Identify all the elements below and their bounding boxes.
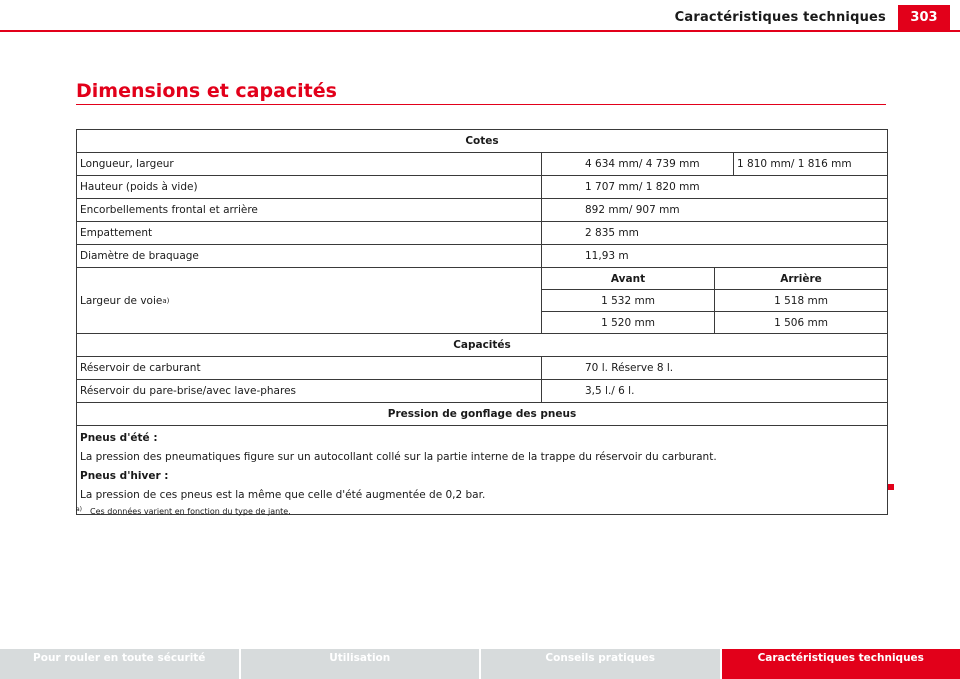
winter-tires-title: Pneus d'hiver : <box>80 470 169 482</box>
row-value: 11,93 m <box>585 250 629 262</box>
front-value: 1 532 mm <box>542 290 715 311</box>
row-label: Réservoir de carburant <box>77 357 542 379</box>
table-row <box>77 380 887 403</box>
row-value: 1 707 mm/ 1 820 mm <box>585 181 700 193</box>
pression-header-row <box>77 403 887 426</box>
rear-value: 1 506 mm <box>774 316 828 329</box>
section-divider <box>76 104 886 105</box>
specifications-table <box>76 129 888 515</box>
row-value: 892 mm/ 907 mm <box>585 204 680 216</box>
summer-tires-title: Pneus d'été : <box>80 432 158 444</box>
footnote-marker: a) <box>76 506 83 513</box>
track-width-row <box>77 268 887 334</box>
row-value: 2 835 mm <box>585 227 639 239</box>
rear-value: 1 518 mm <box>774 294 828 307</box>
tire-pressure-block <box>77 426 887 514</box>
capacites-header-row <box>77 334 887 357</box>
table-row <box>77 245 887 268</box>
footer-nav <box>0 649 960 679</box>
track-width-subtable <box>542 268 887 333</box>
table-row <box>77 199 887 222</box>
table-row <box>542 290 887 312</box>
row-value-secondary: 1 810 mm/ 1 816 mm <box>737 158 852 170</box>
footer-tab-technical[interactable]: Caractéristiques techniques <box>722 649 960 679</box>
footnote-text: Ces données varient en fonction du type de jante. <box>90 507 291 516</box>
table-row <box>542 312 887 333</box>
pression-header: Pression de gonflage des pneus <box>387 408 577 420</box>
table-row <box>77 357 887 380</box>
page-header-title: Caractéristiques techniques <box>674 10 886 25</box>
front-header: Avant <box>542 268 715 289</box>
track-width-label-cell <box>77 268 542 333</box>
row-value: 3,5 l./ 6 l. <box>585 385 635 397</box>
cotes-header-row <box>77 130 887 153</box>
table-row <box>77 222 887 245</box>
row-label: Empattement <box>77 222 542 244</box>
section-title: Dimensions et capacités <box>76 80 337 102</box>
track-width-label: Largeur de voie <box>80 294 163 307</box>
row-label: Longueur, largeur <box>77 153 542 175</box>
footnote <box>76 507 291 516</box>
footnote-reference: a) <box>162 296 170 305</box>
table-row <box>77 153 887 176</box>
cotes-header: Cotes <box>465 135 499 147</box>
section-end-marker <box>888 484 894 490</box>
front-value: 1 520 mm <box>542 312 715 333</box>
header-divider <box>0 30 960 32</box>
rear-header: Arrière <box>780 272 822 285</box>
row-label: Diamètre de braquage <box>77 245 542 267</box>
table-row <box>77 176 887 199</box>
row-value: 70 l. Réserve 8 l. <box>585 362 674 374</box>
footer-tab-usage[interactable]: Utilisation <box>241 649 482 679</box>
footer-tab-tips[interactable]: Conseils pratiques <box>481 649 722 679</box>
row-label: Réservoir du pare-brise/avec lave-phares <box>77 380 542 402</box>
row-label: Hauteur (poids à vide) <box>77 176 542 198</box>
track-width-header-row <box>542 268 887 290</box>
footer-tab-safety[interactable]: Pour rouler en toute sécurité <box>0 649 241 679</box>
row-label: Encorbellements frontal et arrière <box>77 199 542 221</box>
summer-tires-text: La pression des pneumatiques figure sur un autocollant collé sur la partie interne de la trappe du réservoir du carburant. <box>80 451 717 463</box>
page-number: 303 <box>898 5 950 31</box>
row-value: 4 634 mm/ 4 739 mm <box>542 153 734 175</box>
winter-tires-text: La pression de ces pneus est la même que celle d'été augmentée de 0,2 bar. <box>80 489 486 501</box>
capacites-header: Capacités <box>453 339 511 351</box>
